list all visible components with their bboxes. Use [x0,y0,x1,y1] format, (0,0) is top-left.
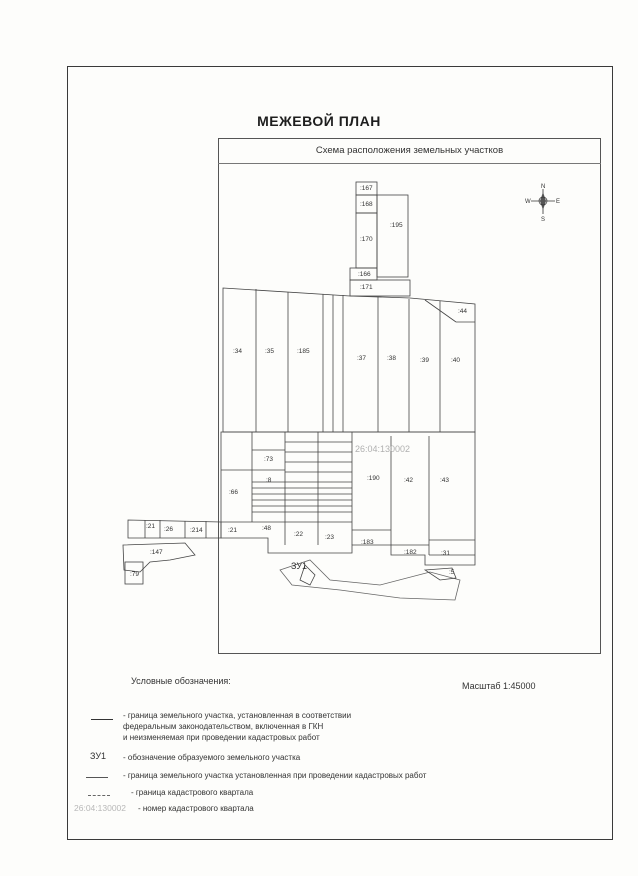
legend-line-gkn [91,719,113,720]
parcel-label: :195 [390,222,403,229]
parcel-label: :21 [146,523,156,530]
parcel-label: :38 [387,355,397,362]
parcel-boundary [377,195,408,277]
parcel-label: :22 [294,531,304,538]
parcel-label: :185 [297,348,310,355]
parcel-label: :73 [264,456,274,463]
new-parcel-label: ЗУ1 [291,561,308,571]
parcel-label: :168 [360,201,373,208]
map-scale: Масштаб 1:45000 [462,681,536,691]
parcel-label: :214 [190,527,203,534]
parcel-label: :31 [441,550,451,557]
legend-item-gkn: - граница земельного участка, установленная в соответствии федеральным законодательством, включенная в ГКН и неизменяемая при проведении кадастровых работ [123,711,352,742]
block-boundary [223,288,475,432]
parcel-label: :26 [164,526,174,533]
compass-s: S [541,217,546,223]
legend-sample-zu1: ЗУ1 [90,751,107,761]
legend-line-cadastral [86,777,108,778]
parcel-label: :34 [233,348,243,355]
parcel-label: :166 [358,271,371,278]
compass-n: N [541,184,546,190]
parcel-label: :170 [360,236,373,243]
legend-item-cadastral: - граница земельного участка установленная при проведении кадастровых работ [123,771,427,780]
parcel-label: :79 [130,571,140,578]
parcel-label: :40 [451,357,461,364]
parcel-label: :42 [404,477,414,484]
legend-item-zu1: - обозначение образуемого земельного участка [123,753,301,762]
legend-item-quarter-number: - номер кадастрового квартала [138,804,254,813]
legend-line-quarter [88,795,110,796]
scheme-title: Схема расположения земельных участков [315,145,504,156]
compass-w: W [525,199,531,205]
parcel-label: :37 [357,355,367,362]
parcel-label: :23 [325,534,335,541]
quarter-number-map: 26:04:130002 [355,444,411,454]
parcel-label: :8 [266,477,272,484]
compass-e: E [556,199,561,205]
parcel-label: :182 [404,549,417,556]
parcel-label: :183 [361,539,374,546]
parcel-label: :190 [367,475,380,482]
parcel-label: :5 [449,569,455,576]
parcel-label: :35 [265,348,275,355]
legend-heading: Условные обозначения: [131,676,231,686]
parcel-label: :21 [228,527,238,534]
parcel-label: :43 [440,477,450,484]
parcel-label: :147 [150,549,163,556]
parcel-label: :171 [360,284,373,291]
legend-sample-quarter-number: 26:04:130002 [74,803,126,813]
compass-icon [525,184,560,223]
parcel-label: :39 [420,357,430,364]
parcel-label: :167 [360,185,373,192]
legend-item-quarter: - граница кадастрового квартала [131,788,254,797]
parcel-label: :44 [458,308,468,315]
document-title: МЕЖЕВОЙ ПЛАН [257,113,381,129]
parcel-boundary [350,280,410,296]
parcel-label: :48 [262,525,272,532]
parcel-label: :66 [229,489,239,496]
